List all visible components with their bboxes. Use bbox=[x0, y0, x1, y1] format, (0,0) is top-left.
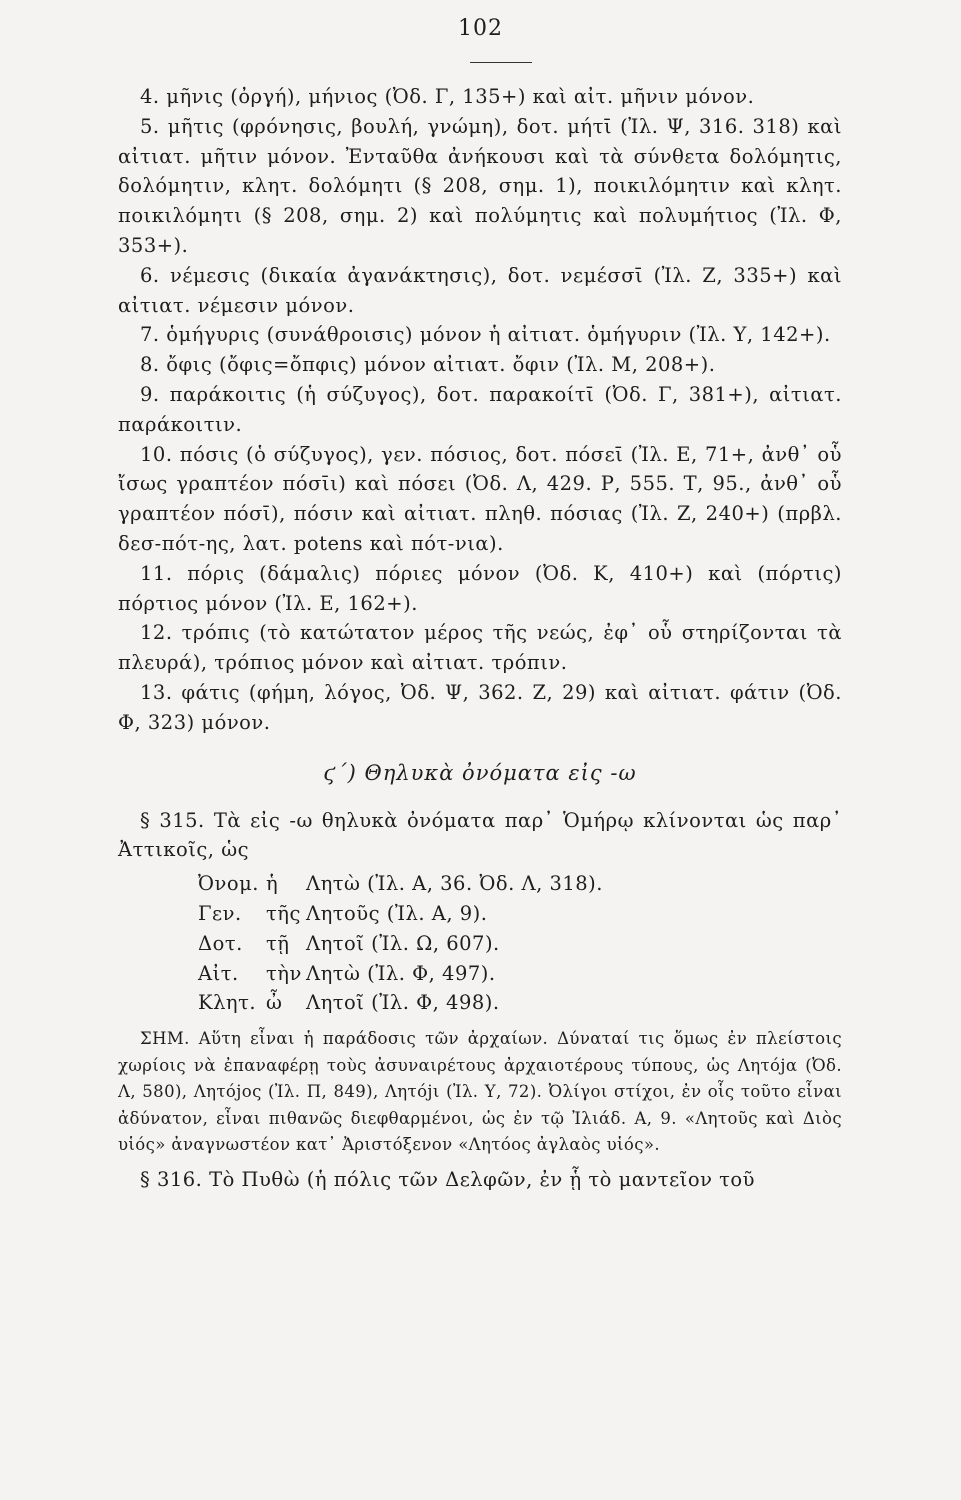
entry-6: 6. νέμεσις (δικαία ἀγανάκτησις), δοτ. νεμέσσῑ (Ἰλ. Ζ, 335+) καὶ αἰτιατ. νέμεσιν μόνον. bbox=[118, 263, 842, 317]
case-label: Δοτ. bbox=[198, 931, 243, 955]
page-body bbox=[118, 82, 842, 1194]
case-label: Γεν. bbox=[198, 901, 242, 925]
form: Λητοῖ (Ἰλ. Ω, 607). bbox=[306, 931, 500, 955]
entry-4: 4. μῆνις (ὀργή), μήνιος (Ὀδ. Γ, 135+) καὶ αἰτ. μῆνιν μόνον. bbox=[140, 85, 755, 108]
entry-7: 7. ὁμήγυρις (συνάθροισις) μόνον ἡ αἰτιατ. ὁμήγυριν (Ἰλ. Υ, 142+). bbox=[140, 323, 831, 347]
article: ἡ bbox=[266, 872, 279, 896]
declension-row bbox=[198, 899, 842, 929]
case-label: Κλητ. bbox=[198, 991, 257, 1015]
article: ὦ bbox=[266, 991, 283, 1015]
note-paragraph: ΣΗΜ. Αὕτη εἶναι ἡ παράδοσις τῶν ἀρχαίων. Δύναταί τις ὅμως ἐν πλείστοις χωρίοις νὰ ἐπαναφέρῃ τοὺς ἀσυναιρέτους ἀρχαιοτέρους τύπους, ὡς Λητόjα (Ὀδ. Λ, 580), Λητόjος (Ἰλ. Π, 849), Λητόjι (Ἰλ. Υ, 72). Ὀλίγοι στίχοι, ἐν οἷς τοῦτο εἶναι ἀδύνατον, εἶναι πιθανῶς διεφθαρμένοι, ὡς ἐν τῷ Ἰλιάδ. Α, 9. «Λητοῦς καὶ Διὸς υἱός» ἀναγνωστέον κατ᾿ Ἀριστόξενον «Λητόος ἀγλαὸς υἱός». bbox=[118, 1029, 842, 1155]
form: Λητὼ (Ἰλ. Φ, 497). bbox=[306, 961, 496, 985]
form: Λητοῖ (Ἰλ. Φ, 498). bbox=[306, 991, 500, 1015]
case-label: Ὀνομ. bbox=[198, 872, 259, 896]
entry-9: 9. παράκοιτις (ἡ σύζυγος), δοτ. παρακοίτῑ (Ὀδ. Γ, 381+), αἰτιατ. παράκοιτιν. bbox=[118, 382, 842, 436]
page-number: 102 bbox=[458, 16, 503, 41]
entry-10: 10. πόσις (ὁ σύζυγος), γεν. πόσιος, δοτ. πόσεῑ (Ἰλ. Ε, 71+, ἀνθ᾿ οὗ ἴσως γραπτέον πόσῑι) καὶ πόσει (Ὀδ. Λ, 429. Ρ, 555. Τ, 95., ἀνθ᾿ οὗ γραπτέον πόσῑ), πόσιν καὶ αἰτιατ. πληθ. πόσιας (Ἰλ. Ζ, 240+) (πρβλ. δεσ-πότ-ης, λατ. potens καὶ πότ-νια). bbox=[118, 442, 842, 555]
declension-row bbox=[198, 869, 842, 899]
form: Λητοῦς (Ἰλ. Α, 9). bbox=[306, 901, 488, 925]
article: τῆς bbox=[266, 901, 301, 925]
entry-12: 12. τρόπις (τὸ κατώτατον μέρος τῆς νεώς, ἐφ᾿ οὗ στηρίζονται τὰ πλευρά), τρόπιος μόνον καὶ αἰτιατ. τρόπιν. bbox=[118, 621, 842, 675]
article: τὴν bbox=[266, 961, 302, 985]
entry-5: 5. μῆτις (φρόνησις, βουλή, γνώμη), δοτ. μήτῑ (Ἰλ. Ψ, 316. 318) καὶ αἰτιατ. μῆτιν μόνον. Ἐνταῦθα ἀνήκουσι καὶ τὰ σύνθετα δολόμητις, δολόμητιν, κλητ. δολόμητι (§ 208, σημ. 1), ποικιλόμητιν καὶ κλητ. ποικιλόμητι (§ 208, σημ. 2) καὶ πολύμητις καὶ πολυμήτιος (Ἰλ. Φ, 353+). bbox=[118, 114, 842, 257]
page-number-rule bbox=[470, 62, 532, 63]
entry-13: 13. φάτις (φήμη, λόγος, Ὀδ. Ψ, 362. Ζ, 29) καὶ αἰτιατ. φάτιν (Ὀδ. Φ, 323) μόνον. bbox=[118, 680, 842, 734]
declension-row bbox=[198, 959, 842, 989]
case-label: Αἰτ. bbox=[198, 961, 239, 985]
declension-row bbox=[198, 929, 842, 959]
section-heading: ϛ΄) Θηλυκὰ ὀνόματα εἰς -ω bbox=[323, 760, 637, 785]
declension-table bbox=[118, 869, 842, 1018]
declension-row bbox=[198, 988, 842, 1018]
section-315-intro: § 315. Τὰ εἰς -ω θηλυκὰ ὀνόματα παρ᾿ Ὁμήρῳ κλίνονται ὡς παρ᾿ Ἀττικοῖς, ὡς bbox=[118, 808, 842, 862]
entry-11: 11. πόρις (δάμαλις) πόριες μόνον (Ὀδ. Κ, 410+) καὶ (πόρτις) πόρτιος μόνον (Ἰλ. Ε, 162+). bbox=[118, 561, 842, 615]
section-316: § 316. Τὸ Πυθὼ (ἡ πόλις τῶν Δελφῶν, ἐν ᾗ τὸ μαντεῖον τοῦ bbox=[140, 1167, 755, 1191]
article: τῇ bbox=[266, 931, 290, 955]
entry-8: 8. ὄφις (ὄφις=ὄπφις) μόνον αἰτιατ. ὄφιν (Ἰλ. Μ, 208+). bbox=[140, 353, 716, 377]
form: Λητὼ (Ἰλ. Α, 36. Ὀδ. Λ, 318). bbox=[306, 872, 603, 896]
